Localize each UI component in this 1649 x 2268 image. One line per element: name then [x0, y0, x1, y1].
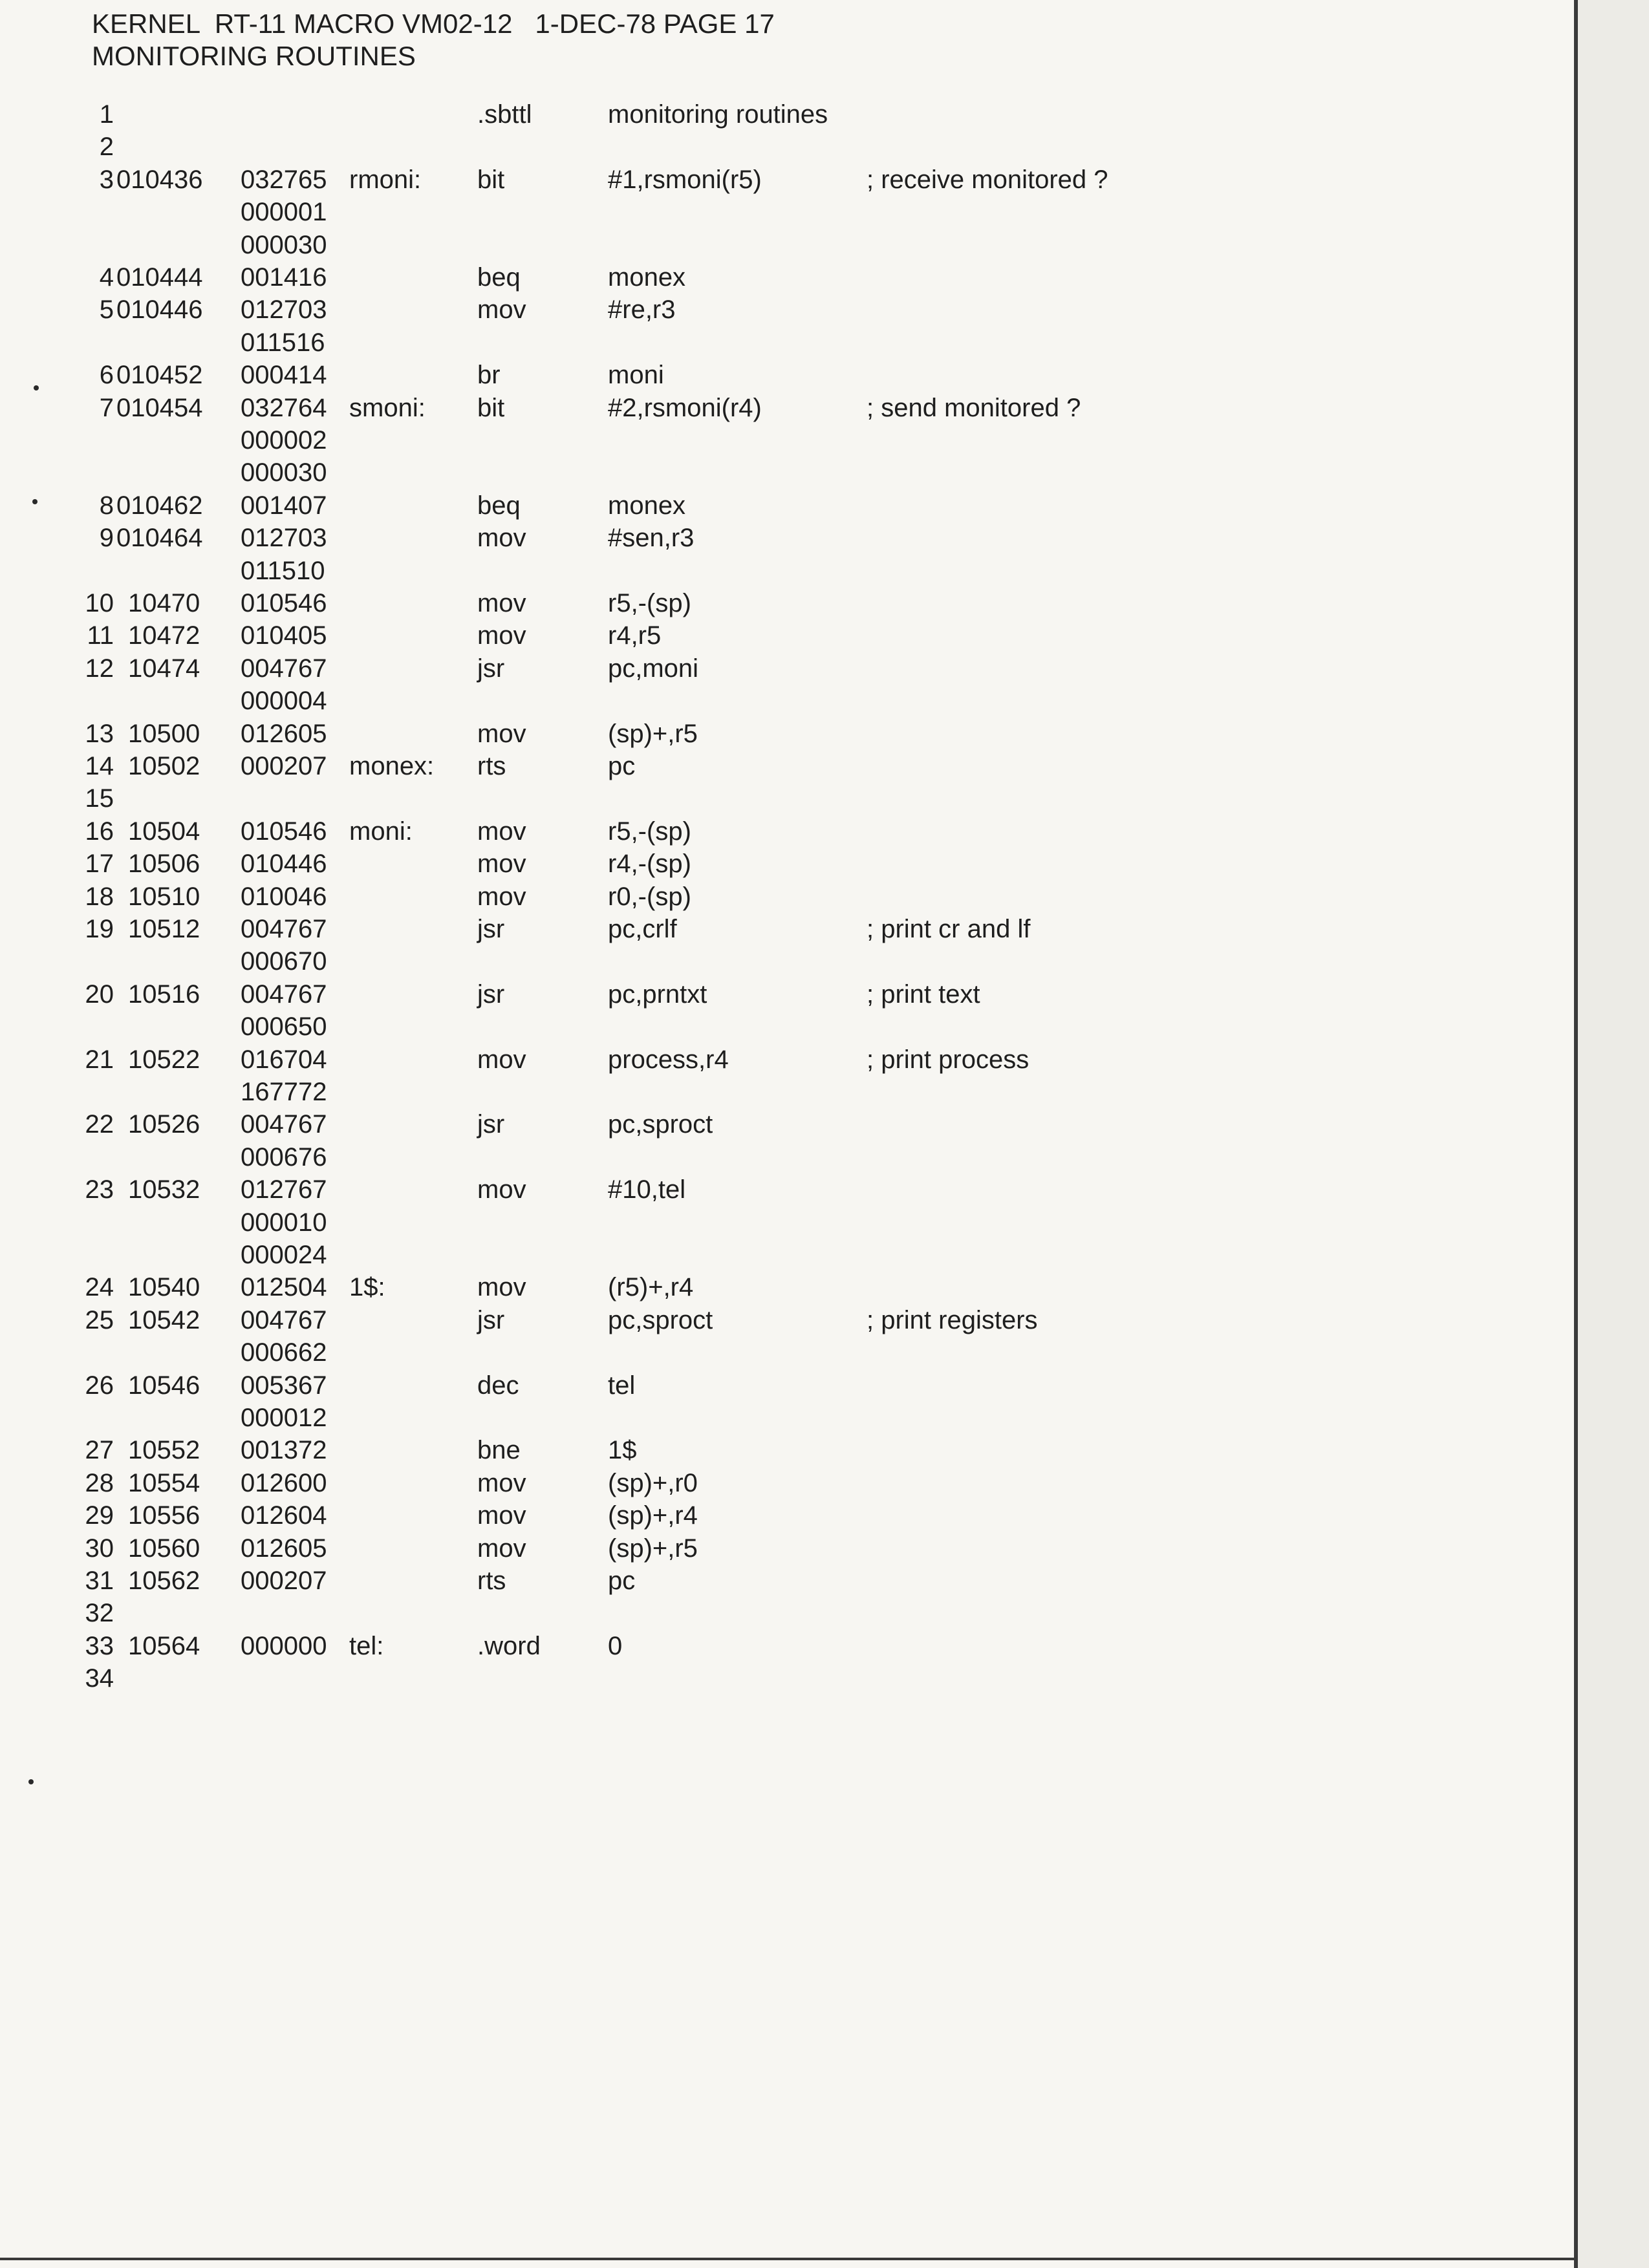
line-number: 10 — [85, 589, 114, 617]
comment: ; send monitored ? — [867, 393, 1081, 422]
address: 10556 — [128, 1501, 200, 1530]
operand: (sp)+,r4 — [608, 1501, 698, 1530]
operand: pc,crlf — [608, 915, 677, 943]
object-code: 000670 — [241, 947, 327, 976]
line-number: 6 — [99, 361, 114, 390]
listing-line — [0, 456, 1552, 489]
listing-line — [0, 815, 1552, 848]
comment: ; print text — [867, 979, 980, 1009]
operand: monex — [608, 263, 686, 292]
listing-line — [0, 881, 1552, 913]
opcode: mov — [477, 621, 526, 650]
listing-line — [0, 424, 1552, 456]
page-bottom-edge — [0, 2258, 1578, 2260]
object-code: 012504 — [241, 1273, 327, 1302]
object-code: 000662 — [241, 1338, 327, 1367]
object-code: 012703 — [241, 295, 327, 325]
address: 10500 — [128, 719, 200, 748]
line-number: 25 — [85, 1305, 114, 1334]
listing-line — [0, 1467, 1552, 1499]
object-code: 000024 — [241, 1241, 327, 1269]
object-code: 010546 — [241, 589, 327, 617]
operand: #sen,r3 — [608, 524, 695, 553]
address: 10506 — [128, 850, 200, 879]
address: 10504 — [128, 817, 200, 846]
address: 010444 — [116, 263, 203, 292]
listing-line — [0, 555, 1552, 587]
address: 10554 — [128, 1468, 200, 1497]
opcode: jsr — [477, 1305, 505, 1334]
object-code: 000414 — [241, 361, 327, 390]
listing-line — [0, 1141, 1552, 1173]
opcode: mov — [477, 1273, 526, 1302]
listing-line — [0, 98, 1552, 131]
address: 010446 — [116, 295, 203, 325]
listing-line — [0, 978, 1552, 1011]
opcode: dec — [477, 1371, 519, 1400]
address: 10510 — [128, 882, 200, 911]
address: 10512 — [128, 915, 200, 943]
line-number: 8 — [99, 491, 114, 520]
address: 010462 — [116, 491, 203, 520]
opcode: mov — [477, 719, 526, 748]
opcode: jsr — [477, 915, 505, 943]
address: 10542 — [128, 1305, 200, 1334]
listing-line — [0, 1597, 1552, 1629]
listing-line — [0, 1630, 1552, 1662]
object-code: 005367 — [241, 1371, 327, 1400]
object-code: 000030 — [241, 230, 327, 259]
line-number: 18 — [85, 882, 114, 911]
operand: #1,rsmoni(r5) — [608, 165, 762, 194]
line-number: 16 — [85, 817, 114, 846]
listing-line — [0, 392, 1552, 424]
operand: 1$ — [608, 1436, 637, 1465]
address: 10552 — [128, 1436, 200, 1465]
listing-line — [0, 685, 1552, 717]
object-code: 000676 — [241, 1142, 327, 1171]
opcode: mov — [477, 1468, 526, 1497]
object-code: 001372 — [241, 1436, 327, 1465]
listing-line — [0, 1173, 1552, 1206]
object-code: 010405 — [241, 621, 327, 650]
label: moni: — [349, 817, 413, 846]
operand: pc,prntxt — [608, 979, 707, 1009]
listing-line — [0, 1499, 1552, 1532]
object-code: 012605 — [241, 719, 327, 748]
object-code: 010046 — [241, 882, 327, 911]
object-code: 011510 — [241, 556, 325, 585]
comment: ; receive monitored ? — [867, 165, 1108, 194]
operand: r5,-(sp) — [608, 817, 691, 846]
listing-line — [0, 1239, 1552, 1271]
line-number: 11 — [87, 621, 114, 650]
address: 10532 — [128, 1175, 200, 1204]
listing-line — [0, 1532, 1552, 1565]
operand: pc,moni — [608, 654, 699, 683]
object-code: 000207 — [241, 752, 327, 780]
operand: (sp)+,r5 — [608, 1534, 698, 1563]
line-number: 33 — [85, 1631, 114, 1660]
line-number: 30 — [85, 1534, 114, 1563]
object-code: 012605 — [241, 1534, 327, 1563]
line-number: 20 — [85, 979, 114, 1009]
scan-speck — [34, 385, 39, 390]
opcode: mov — [477, 1045, 526, 1074]
page-right-edge — [1574, 0, 1578, 2268]
listing-line — [0, 1662, 1552, 1695]
listing-line — [0, 652, 1552, 685]
operand: r5,-(sp) — [608, 589, 691, 617]
opcode: .sbttl — [477, 100, 532, 129]
object-code: 000207 — [241, 1567, 327, 1595]
listing-line — [0, 1076, 1552, 1108]
opcode: mov — [477, 882, 526, 911]
address: 10470 — [128, 589, 200, 617]
opcode: rts — [477, 1567, 506, 1595]
listing-line — [0, 326, 1552, 359]
operand: pc,sproct — [608, 1305, 713, 1334]
address: 010454 — [116, 393, 203, 422]
line-number: 3 — [99, 165, 114, 194]
listing-line — [0, 1369, 1552, 1402]
opcode: rts — [477, 752, 506, 780]
operand: pc,sproct — [608, 1110, 713, 1139]
object-code: 032765 — [241, 165, 327, 194]
opcode: beq — [477, 263, 521, 292]
line-number: 29 — [85, 1501, 114, 1530]
object-code: 011516 — [241, 328, 325, 357]
object-code: 000030 — [241, 458, 327, 487]
label: smoni: — [349, 393, 426, 422]
listing-header-title: KERNEL RT-11 MACRO VM02-12 1-DEC-78 PAGE 17 — [92, 8, 775, 39]
opcode: mov — [477, 295, 526, 325]
listing-line — [0, 619, 1552, 652]
operand: monitoring routines — [608, 100, 828, 129]
listing-line — [0, 1336, 1552, 1369]
address: 10546 — [128, 1371, 200, 1400]
line-number: 27 — [85, 1436, 114, 1465]
line-number: 24 — [85, 1273, 114, 1302]
line-number: 2 — [99, 133, 114, 162]
opcode: mov — [477, 524, 526, 553]
comment: ; print process — [867, 1045, 1029, 1074]
object-code: 001407 — [241, 491, 327, 520]
label: rmoni: — [349, 165, 422, 194]
scan-speck — [32, 499, 38, 504]
operand: (r5)+,r4 — [608, 1273, 694, 1302]
listing-line — [0, 587, 1552, 619]
object-code: 010546 — [241, 817, 327, 846]
listing-line — [0, 1434, 1552, 1466]
listing-section-title: MONITORING ROUTINES — [92, 41, 416, 71]
object-code: 004767 — [241, 654, 327, 683]
object-code: 004767 — [241, 1305, 327, 1334]
opcode: bit — [477, 165, 505, 194]
object-code: 167772 — [241, 1078, 327, 1106]
listing-line — [0, 1043, 1552, 1076]
line-number: 5 — [99, 295, 114, 325]
address: 010452 — [116, 361, 203, 390]
listing-line — [0, 1011, 1552, 1043]
opcode: jsr — [477, 1110, 505, 1139]
address: 10472 — [128, 621, 200, 650]
address: 010436 — [116, 165, 203, 194]
scan-speck — [28, 1779, 34, 1784]
listing-line — [0, 131, 1552, 163]
address: 10526 — [128, 1110, 200, 1139]
opcode: bne — [477, 1436, 521, 1465]
object-code: 032764 — [241, 393, 327, 422]
line-number: 22 — [85, 1110, 114, 1139]
line-number: 17 — [85, 850, 114, 879]
listing-line — [0, 945, 1552, 978]
object-code: 000004 — [241, 687, 327, 716]
line-number: 26 — [85, 1371, 114, 1400]
object-code: 012600 — [241, 1468, 327, 1497]
object-code: 004767 — [241, 1110, 327, 1139]
listing-line — [0, 1402, 1552, 1434]
address: 10564 — [128, 1631, 200, 1660]
line-number: 13 — [85, 719, 114, 748]
label: tel: — [349, 1631, 384, 1660]
object-code: 000010 — [241, 1208, 327, 1237]
comment: ; print cr and lf — [867, 915, 1031, 943]
line-number: 23 — [85, 1175, 114, 1204]
operand: 0 — [608, 1631, 623, 1660]
operand: tel — [608, 1371, 636, 1400]
address: 010464 — [116, 524, 203, 553]
opcode: jsr — [477, 979, 505, 1009]
opcode: br — [477, 361, 501, 390]
object-code: 000012 — [241, 1404, 327, 1432]
listing-line — [0, 1108, 1552, 1140]
label: monex: — [349, 752, 435, 780]
comment: ; print registers — [867, 1305, 1038, 1334]
label: 1$: — [349, 1273, 385, 1302]
opcode: jsr — [477, 654, 505, 683]
listing-line — [0, 913, 1552, 945]
operand: (sp)+,r5 — [608, 719, 698, 748]
listing-line — [0, 848, 1552, 880]
address: 10560 — [128, 1534, 200, 1563]
listing-line — [0, 1304, 1552, 1336]
object-code: 016704 — [241, 1045, 327, 1074]
line-number: 15 — [85, 784, 114, 813]
object-code: 001416 — [241, 263, 327, 292]
object-code: 004767 — [241, 979, 327, 1009]
scan-margin — [1578, 0, 1649, 2268]
opcode: bit — [477, 393, 505, 422]
operand: r4,-(sp) — [608, 850, 691, 879]
operand: pc — [608, 752, 636, 780]
opcode: mov — [477, 1501, 526, 1530]
listing-line — [0, 718, 1552, 750]
operand: moni — [608, 361, 664, 390]
address: 10516 — [128, 979, 200, 1009]
operand: #re,r3 — [608, 295, 676, 325]
line-number: 4 — [99, 263, 114, 292]
line-number: 34 — [85, 1664, 114, 1693]
line-number: 31 — [85, 1567, 114, 1595]
line-number: 21 — [85, 1045, 114, 1074]
address: 10474 — [128, 654, 200, 683]
operand: monex — [608, 491, 686, 520]
listing-line — [0, 229, 1552, 261]
operand: #2,rsmoni(r4) — [608, 393, 762, 422]
object-code: 000002 — [241, 426, 327, 455]
listing-line — [0, 359, 1552, 391]
operand: pc — [608, 1567, 636, 1595]
line-number: 12 — [85, 654, 114, 683]
address: 10522 — [128, 1045, 200, 1074]
object-code: 012703 — [241, 524, 327, 553]
listing-line — [0, 261, 1552, 294]
operand: (sp)+,r0 — [608, 1468, 698, 1497]
line-number: 9 — [99, 524, 114, 553]
object-code: 012604 — [241, 1501, 327, 1530]
object-code: 000650 — [241, 1012, 327, 1042]
opcode: beq — [477, 491, 521, 520]
listing-line — [0, 196, 1552, 228]
operand: process,r4 — [608, 1045, 729, 1074]
opcode: mov — [477, 850, 526, 879]
object-code: 000001 — [241, 198, 327, 227]
listing-line — [0, 1565, 1552, 1597]
listing-line — [0, 750, 1552, 782]
listing-line — [0, 782, 1552, 815]
listing-line — [0, 1271, 1552, 1303]
opcode: mov — [477, 589, 526, 617]
object-code: 000000 — [241, 1631, 327, 1660]
line-number: 1 — [99, 100, 114, 129]
line-number: 19 — [85, 915, 114, 943]
line-number: 14 — [85, 752, 114, 780]
operand: r0,-(sp) — [608, 882, 691, 911]
object-code: 010446 — [241, 850, 327, 879]
object-code: 012767 — [241, 1175, 327, 1204]
line-number: 32 — [85, 1599, 114, 1628]
listing-line — [0, 1206, 1552, 1239]
operand: r4,r5 — [608, 621, 662, 650]
address: 10562 — [128, 1567, 200, 1595]
address: 10540 — [128, 1273, 200, 1302]
opcode: .word — [477, 1631, 541, 1660]
object-code: 004767 — [241, 915, 327, 943]
listing-line — [0, 164, 1552, 196]
address: 10502 — [128, 752, 200, 780]
operand: #10,tel — [608, 1175, 686, 1204]
line-number: 28 — [85, 1468, 114, 1497]
listing-line — [0, 489, 1552, 522]
line-number: 7 — [99, 393, 114, 422]
opcode: mov — [477, 1534, 526, 1563]
opcode: mov — [477, 1175, 526, 1204]
opcode: mov — [477, 817, 526, 846]
listing-line — [0, 522, 1552, 554]
listing-line — [0, 294, 1552, 326]
